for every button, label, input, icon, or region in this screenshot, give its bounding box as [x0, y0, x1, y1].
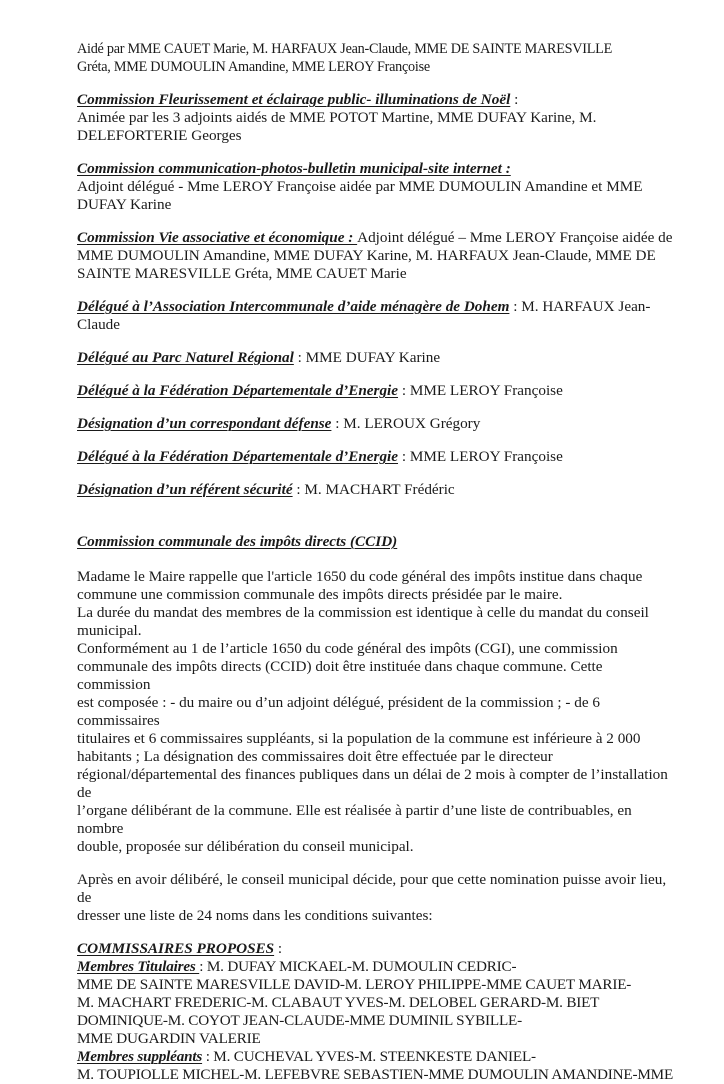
names-line: MME DE SAINTE MARESVILLE DAVID-M. LEROY PHILIPPE-MME CAUET MARIE-	[77, 976, 632, 993]
section-fleurissement	[77, 91, 677, 109]
section-aide-menagere	[77, 298, 677, 316]
heading-suffix: :	[398, 382, 410, 399]
paragraph-line: Madame le Maire rappelle que l'article 1650 du code général des impôts institue dans chaque	[77, 568, 643, 585]
intro-line: Gréta, MME DUMOULIN Amandine, MME LEROY Françoise	[77, 59, 430, 75]
paragraph-line: est composée : - du maire ou d’un adjoint délégué, président de la commission ; - de 6 commissaires	[77, 694, 600, 729]
heading-suffix: :	[274, 940, 283, 957]
heading-suffix: :	[510, 91, 519, 108]
suppleants-first-line	[77, 1048, 677, 1066]
paragraph-line: habitants ; La désignation des commissaires doit être effectuée par le directeur	[77, 748, 553, 765]
names-line: MME DUGARDIN VALERIE	[77, 1030, 261, 1047]
titulaires-label: Membres Titulaires	[77, 958, 200, 975]
section-inline-text: MME LEROY Françoise	[409, 382, 563, 399]
ccid-heading-text: Commission communale des impôts directs (CCID)	[77, 533, 398, 550]
intro-line: Aidé par MME CAUET Marie, M. HARFAUX Jean-Claude, MME DE SAINTE MARESVILLE	[77, 41, 613, 57]
paragraph-line: municipal.	[77, 622, 142, 639]
ccid-heading	[77, 533, 677, 551]
section-federation-energie	[77, 382, 677, 400]
section-parc-naturel	[77, 349, 677, 367]
section-inline-text: M. MACHART Frédéric	[304, 481, 455, 498]
paragraph-line: Conformément au 1 de l’article 1650 du code général des impôts (CGI), une commission	[77, 640, 618, 657]
section-line: Animée par les 3 adjoints aidés de MME POTOT Martine, MME DUFAY Karine, M.	[77, 109, 597, 126]
document-page	[77, 40, 677, 1084]
section-line: Adjoint délégué - Mme LEROY Françoise aidée par MME DUMOULIN Amandine et MME	[77, 178, 643, 195]
section-heading: Commission Fleurissement et éclairage public- illuminations de Noël	[77, 91, 511, 108]
paragraph-line: communale des impôts directs (CCID) doit être instituée dans chaque commune. Cette commission	[77, 658, 603, 693]
suppleants-names: : M. CUCHEVAL YVES-M. STEENKESTE DANIEL-	[202, 1048, 536, 1065]
heading-suffix: :	[331, 415, 344, 432]
section-heading: Délégué au Parc Naturel Régional	[77, 349, 294, 366]
section-inline-text: MME DUFAY Karine	[305, 349, 441, 366]
names-line: M. MACHART FREDERIC-M. CLABAUT YVES-M. DELOBEL GERARD-M. BIET	[77, 994, 600, 1011]
heading-suffix: :	[398, 448, 410, 465]
section-heading: Désignation d’un correspondant défense	[77, 415, 332, 432]
names-line: DOMINIQUE-M. COYOT JEAN-CLAUDE-MME DUMINIL SYBILLE-	[77, 1012, 522, 1029]
section-heading: Délégué à la Fédération Départementale d’Energie	[77, 448, 399, 465]
paragraph-line: l’organe délibérant de la commune. Elle est réalisée à partir d’une liste de contribuables, en nombre	[77, 802, 632, 837]
section-line: DELEFORTERIE Georges	[77, 127, 242, 144]
section-inline-text: M. HARFAUX Jean-	[521, 298, 651, 315]
section-inline-text: M. LEROUX Grégory	[343, 415, 481, 432]
paragraph-line: Après en avoir délibéré, le conseil municipal décide, pour que cette nomination puisse avoir lieu, de	[77, 871, 667, 906]
membres-titulaires	[77, 958, 677, 1048]
paragraph-line: dresser une liste de 24 noms dans les conditions suivantes:	[77, 907, 433, 924]
heading-suffix: :	[292, 481, 305, 498]
suppleants-label: Membres suppléants	[77, 1048, 203, 1065]
section-federation-energie-2	[77, 448, 677, 466]
heading-suffix: :	[509, 298, 522, 315]
section-communication	[77, 160, 677, 178]
membres-suppleants	[77, 1048, 677, 1084]
section-inline-text: Adjoint délégué – Mme LEROY Françoise aidée de	[357, 229, 673, 246]
paragraph-line: La durée du mandat des membres de la commission est identique à celle du mandat du conseil	[77, 604, 649, 621]
section-heading: Délégué à l’Association Intercommunale d’aide ménagère de Dohem	[77, 298, 510, 315]
section-heading: Désignation d’un référent sécurité	[77, 481, 293, 498]
paragraph-line: régional/départemental des finances publiques dans un délai de 2 mois à compter de l’installation de	[77, 766, 668, 801]
section-heading: Délégué à la Fédération Départementale d’Energie	[77, 382, 399, 399]
commissaires-heading: COMMISSAIRES PROPOSES	[77, 940, 275, 957]
titulaires-first-line	[77, 958, 677, 976]
section-line: MME DUMOULIN Amandine, MME DUFAY Karine, M. HARFAUX Jean-Claude, MME DE	[77, 247, 656, 264]
decision-paragraph	[77, 871, 677, 925]
names-line: M. TOUPIOLLE MICHEL-M. LEFEBVRE SEBASTIEN-MME DUMOULIN AMANDINE-MME	[77, 1066, 674, 1083]
section-line: Claude	[77, 316, 121, 333]
section-line: DUFAY Karine	[77, 196, 172, 213]
heading-suffix: :	[293, 349, 306, 366]
section-correspondant-defense	[77, 415, 677, 433]
section-referent-securite	[77, 481, 677, 499]
section-heading: Commission communication-photos-bulletin municipal-site internet :	[77, 160, 511, 177]
paragraph-line: double, proposée sur délibération du conseil municipal.	[77, 838, 414, 855]
paragraph-line: commune une commission communale des impôts directs présidée par le maire.	[77, 586, 563, 603]
section-vie-associative	[77, 229, 677, 247]
commissaires-proposes	[77, 940, 677, 958]
section-line: SAINTE MARESVILLE Gréta, MME CAUET Marie	[77, 265, 407, 282]
section-inline-text: MME LEROY Françoise	[409, 448, 563, 465]
titulaires-names: : M. DUFAY MICKAEL-M. DUMOULIN CEDRIC-	[199, 958, 517, 975]
section-heading: Commission Vie associative et économique :	[77, 229, 358, 246]
ccid-paragraph	[77, 568, 677, 856]
paragraph-line: titulaires et 6 commissaires suppléants, si la population de la commune est inférieure à 2 000	[77, 730, 641, 747]
